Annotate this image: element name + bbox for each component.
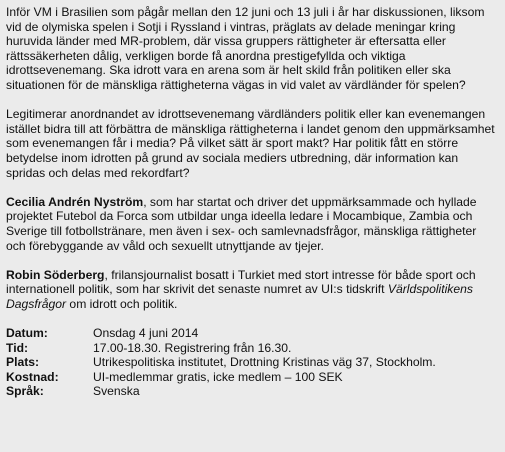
detail-label: Tid:	[6, 340, 29, 355]
detail-label: Språk:	[6, 384, 44, 399]
speaker-cecilia	[6, 195, 499, 253]
speaker-robin	[6, 268, 499, 312]
detail-value: 17.00-18.30. Registrering från 16.30.	[93, 340, 292, 355]
detail-date	[6, 326, 499, 341]
event-details	[6, 326, 499, 399]
detail-label: Kostnad:	[6, 369, 59, 384]
questions-paragraph: Legitimerar anordnandet av idrottsevenemang värdländers politik eller kan evenemangen istället bidra till att förbättra de mänskliga rättigheterna i landet genom den uppmärksamhet som evenemangen får i media? På vilket sätt är sport makt? Har politik fått en större betydelse inom idrotten på grund av sociala mediers utbredning, där information kan spridas och delas med rekordfart?	[6, 107, 495, 180]
detail-time	[6, 341, 499, 356]
speaker-name: Cecilia Andrén Nyström	[6, 194, 144, 209]
detail-value: Onsdag 4 juni 2014	[93, 326, 199, 341]
speaker-bio: , som har startat och driver det uppmärksammade och hyllade projektet Futebol da Forca som utbildar unga ideella ledare i Mocambique, Zambia och Sverige till fotbollstränare, men även i sex- och samlevnadsfrågor, mänskliga rättigheter och förebyggande av våld och sexuellt utnyttjande av tjejer.	[6, 194, 477, 253]
detail-language	[6, 384, 499, 399]
detail-label: Plats:	[6, 355, 40, 370]
speaker-bio-end: om idrott och politik.	[66, 296, 178, 311]
detail-label: Datum:	[6, 326, 48, 341]
detail-cost	[6, 370, 499, 385]
publication-title: Världspolitikens Dagsfrågor	[6, 282, 473, 311]
detail-value: UI-medlemmar gratis, icke medlem – 100 SEK	[93, 369, 343, 384]
detail-place	[6, 355, 499, 370]
detail-value: Utrikespolitiska institutet, Drottning Kristinas väg 37, Stockholm.	[93, 355, 436, 370]
intro-paragraph: Inför VM i Brasilien som pågår mellan den 12 juni och 13 juli i år har diskussionen, liksom vid de olymiska spelen i Sotji i Ryssland i vintras, präglats av delade meningar kring huruvida länder med MR-problem, där vissa gruppers rättigheter är eftersatta eller rättssäkerheten dålig, verkligen borde få anordna prestigefyllda och viktiga idrottsevenemang. Ska idrott vara en arena som är helt skild från politiken eller ska situationen för de mänskliga rättigheterna vägas in vid valet av värdländer för spelen?	[6, 5, 485, 92]
speaker-name: Robin Söderberg	[6, 267, 105, 282]
speaker-bio: , frilansjournalist bosatt i Turkiet med stort intresse för både sport och internationell politik, som har skrivit det senaste numret av UI:s tidskrift	[6, 267, 476, 297]
detail-value: Svenska	[93, 384, 140, 399]
